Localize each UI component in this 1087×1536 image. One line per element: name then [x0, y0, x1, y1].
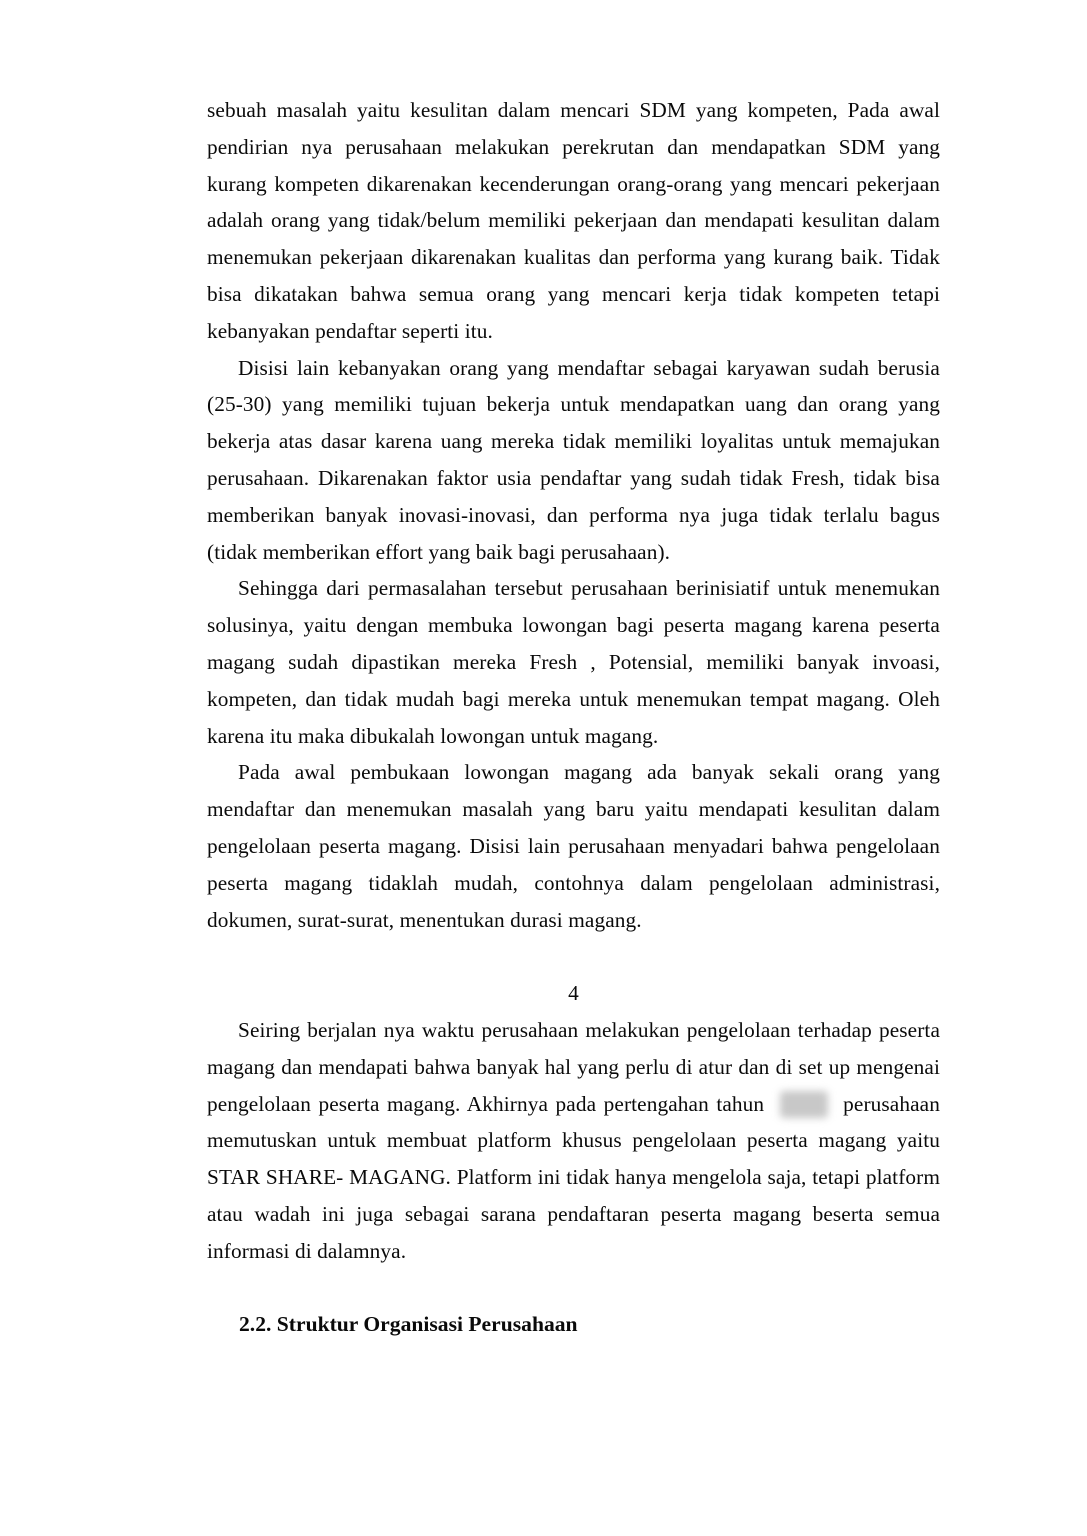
paragraph-2: Disisi lain kebanyakan orang yang mendaftar sebagai karyawan sudah berusia (25-30) yang memiliki tujuan bekerja untuk mendapatkan uang dan orang yang bekerja atas dasar karena uang mereka tidak memiliki loyalitas untuk memajukan perusahaan. Dikarenakan faktor usia pendaftar yang sudah tidak Fresh, tidak bisa memberikan banyak inovasi-inovasi, dan performa nya juga tidak terlalu bagus (tidak memberikan effort yang baik bagi perusahaan).	[207, 355, 940, 564]
blank-line	[207, 1270, 940, 1307]
paragraph-5-text-before-redaction: Seiring berjalan nya waktu perusahaan melakukan pengelolaan terhadap peserta magang dan mendapati bahwa banyak hal yang perlu di atur dan di set up mengenai pengelolaan peserta magang. Akhirnya pada pertengahan tahun	[207, 1017, 940, 1116]
text-column	[207, 92, 940, 1343]
paragraph-3: Sehingga dari permasalahan tersebut perusahaan berinisiatif untuk menemukan solusinya, yaitu dengan membuka lowongan bagi peserta magang karena peserta magang sudah dipastikan mereka Fresh , Potensial, memiliki banyak invoasi, kompeten, dan tidak mudah bagi mereka untuk menemukan tempat magang. Oleh karena itu maka dibukalah lowongan untuk magang.	[207, 576, 940, 748]
paragraph-4: Pada awal pembukaan lowongan magang ada banyak sekali orang yang mendaftar dan menemukan masalah yang baru yaitu mendapati kesulitan dalam pengelolaan peserta magang. Disisi lain perusahaan menyadari bahwa pengelolaan peserta magang tidaklah mudah, contohnya dalam pengelolaan administrasi, dokumen, surat-surat, menentukan durasi magang.	[207, 760, 940, 932]
paragraph-5	[207, 1012, 940, 1270]
redacted-region	[780, 1091, 828, 1118]
paragraph-5-text-after-redaction: perusahaan memutuskan untuk membuat platform khusus pengelolaan peserta magang yaitu STAR SHARE- MAGANG. Platform ini tidak hanya mengelola saja, tetapi platform atau wadah ini juga sebagai sarana pendaftaran peserta magang beserta semua informasi di dalamnya.	[207, 1091, 940, 1263]
paragraph-1: sebuah masalah yaitu kesulitan dalam mencari SDM yang kompeten, Pada awal pendirian nya perusahaan melakukan perekrutan dan mendapatkan SDM yang kurang kompeten dikarenakan kecenderungan orang-orang yang mencari pekerjaan adalah orang yang tidak/belum memiliki pekerjaan dan mendapati kesulitan dalam menemukan pekerjaan dikarenakan kualitas dan performa yang kurang baik. Tidak bisa dikatakan bahwa semua orang yang mencari kerja tidak kompeten tetapi kebanyakan pendaftar seperti itu.	[207, 98, 940, 343]
page-number: 4	[568, 981, 579, 1006]
blank-line	[207, 938, 940, 975]
section-heading: 2.2. Struktur Organisasi Perusahaan	[239, 1312, 578, 1337]
